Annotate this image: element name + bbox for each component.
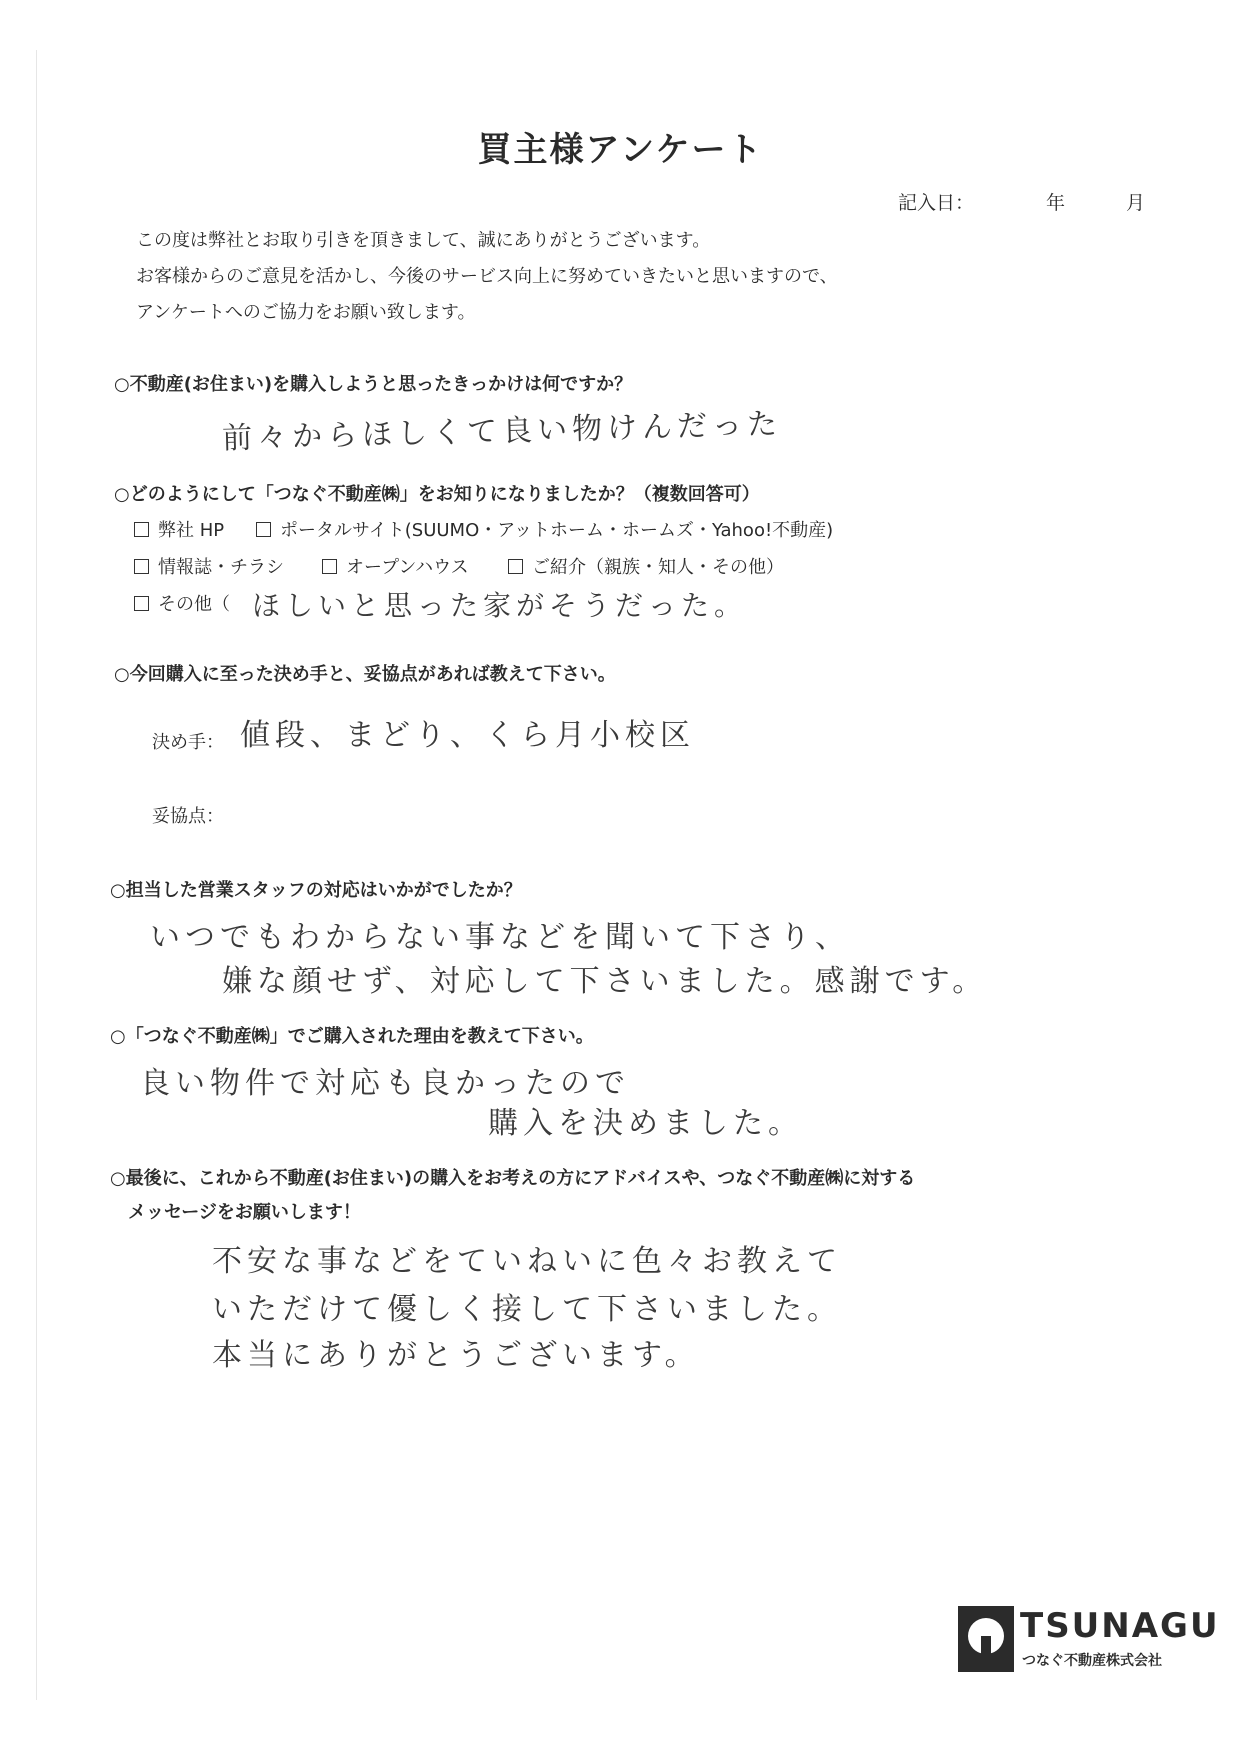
intro-line-2: お客様からのご意見を活かし、今後のサービス向上に努めていきたいと思いますので、 — [136, 266, 838, 287]
option-portal-site: ポータルサイト(SUUMO・アットホーム・ホームズ・Yahoo!不動産) — [256, 516, 833, 542]
answer-6-line-3-handwritten: 本当にありがとうございます。 — [212, 1338, 700, 1373]
checkbox-icon — [322, 559, 337, 574]
tsunagu-logo-icon — [958, 1606, 1014, 1672]
option-magazine-flyer: 情報誌・チラシ — [134, 553, 284, 579]
question-6-line-1: ○最後に、これから不動産(お住まい)の購入をお考えの方にアドバイスや、つなぐ不動産㈱に対する — [110, 1168, 916, 1189]
checkbox-icon — [256, 522, 271, 537]
question-3: ○今回購入に至った決め手と、妥協点があれば教えて下さい。 — [114, 664, 616, 685]
intro-line-3: アンケートへのご協力をお願い致します。 — [136, 302, 476, 323]
company-logo — [958, 1606, 1220, 1680]
answer-6-line-1-handwritten: 不安な事などをていねいに色々お教えて — [212, 1244, 842, 1279]
option-other: その他（ — [134, 590, 230, 616]
date-month-label: 月 — [1126, 192, 1146, 214]
page-title: 買主様アンケート — [477, 130, 764, 170]
question-2: ○どのようにして「つなぐ不動産㈱」をお知りになりましたか？（複数回答可） — [114, 484, 760, 505]
answer-1-handwritten: 前々からほしくて良い物けんだった — [221, 406, 783, 457]
checkbox-icon — [508, 559, 523, 574]
page-edge-line — [36, 50, 37, 1700]
intro-line-1: この度は弊社とお取り引きを頂きまして、誠にありがとうございます。 — [136, 230, 711, 251]
answer-4-line-1-handwritten: いつでもわからない事などを聞いて下さり、 — [150, 920, 850, 955]
logo-wordmark: TSUNAGU — [1020, 1606, 1220, 1646]
decider-answer-handwritten: 値段、まどり、くら月小校区 — [240, 718, 695, 753]
date-label: 記入日： — [898, 192, 975, 214]
answer-6-line-2-handwritten: いただけて優しく接して下さいました。 — [212, 1292, 842, 1327]
checkbox-icon — [134, 559, 149, 574]
question-5: ○「つなぐ不動産㈱」でご購入された理由を教えて下さい。 — [110, 1026, 594, 1047]
question-4: ○担当した営業スタッフの対応はいかがでしたか？ — [110, 880, 522, 901]
compromise-label: 妥協点： — [152, 806, 224, 827]
question-1: ○不動産(お住まい)を購入しようと思ったきっかけは何ですか？ — [114, 374, 633, 395]
answer-4-line-2-handwritten: 嫌な顔せず、対応して下さいました。感謝です。 — [222, 964, 988, 999]
option-referral: ご紹介（親族・知人・その他） — [508, 553, 784, 579]
date-year-label: 年 — [1046, 192, 1066, 214]
decider-label: 決め手： — [152, 732, 224, 753]
option-open-house: オープンハウス — [322, 553, 469, 579]
checkbox-icon — [134, 522, 149, 537]
option-company-hp: 弊社 HP — [134, 516, 224, 542]
answer-2-other-handwritten: ほしいと思った家がそうだった。 — [252, 589, 748, 622]
answer-5-line-1-handwritten: 良い物件で対応も良かったので — [140, 1066, 630, 1101]
logo-company-name: つなぐ不動産株式会社 — [1022, 1653, 1162, 1669]
checkbox-icon — [134, 596, 149, 611]
question-6-line-2: メッセージをお願いします！ — [128, 1202, 361, 1223]
answer-5-line-2-handwritten: 購入を決めました。 — [488, 1106, 803, 1141]
